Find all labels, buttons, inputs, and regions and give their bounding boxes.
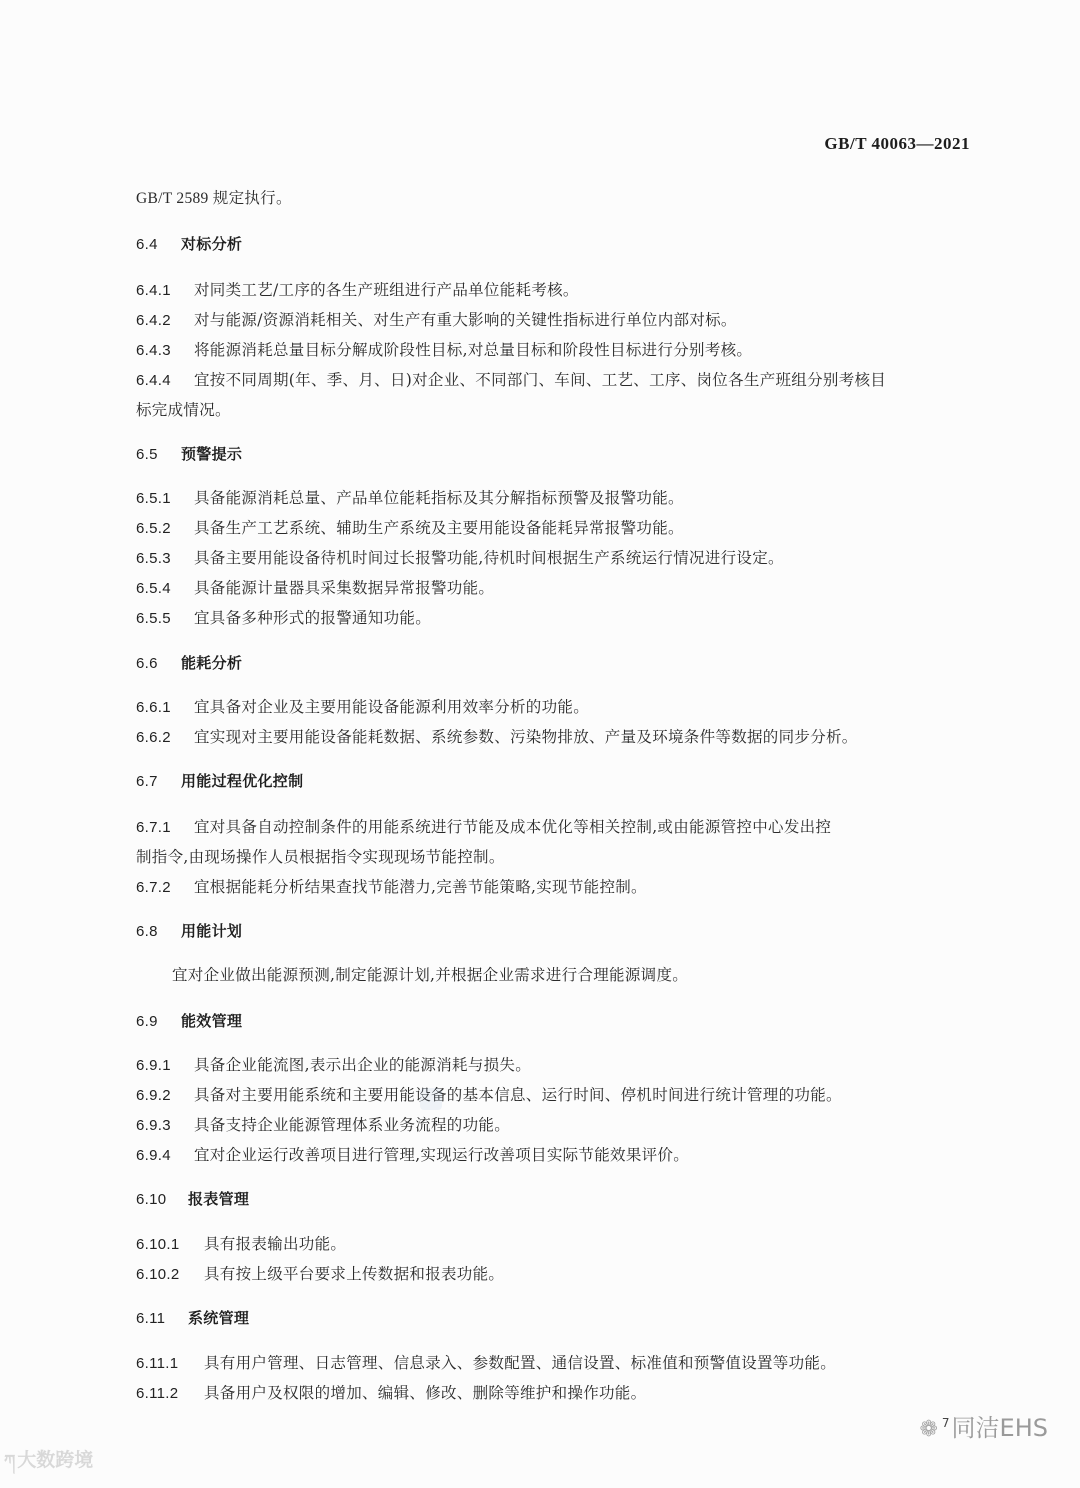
clause-number: 6.4.1 — [136, 282, 171, 299]
brand-logo-icon: ཀ — [4, 1451, 16, 1470]
clause-number: 6.6.1 — [136, 699, 171, 716]
clause-text: 具备能源消耗总量、产品单位能耗指标及其分解指标预警及报警功能。 — [194, 489, 684, 507]
clause-number: 6.4.4 — [136, 372, 171, 389]
section-heading — [136, 920, 242, 941]
clause-number: 6.5.1 — [136, 490, 171, 507]
footer-left-watermark — [4, 1443, 93, 1488]
clause-number: 6.4.2 — [136, 312, 171, 329]
clause-text: 具备企业能流图,表示出企业的能源消耗与损失。 — [194, 1056, 532, 1074]
clause-item — [136, 815, 831, 837]
clause-item — [136, 1351, 836, 1373]
clause-number: 6.11.1 — [136, 1355, 179, 1372]
clause-text: 具备主要用能设备待机时间过长报警功能,待机时间根据生产系统运行情况进行设定。 — [194, 549, 784, 567]
section-number: 6.5 — [136, 446, 158, 463]
clause-text: 对同类工艺/工序的各生产班组进行产品单位能耗考核。 — [194, 281, 579, 299]
clause-item — [136, 546, 784, 568]
section-title: 能耗分析 — [181, 654, 243, 672]
footer-right-watermark — [919, 1408, 1048, 1443]
clause-text: 宜具备多种形式的报警通知功能。 — [194, 609, 432, 627]
clause-item — [136, 1113, 510, 1135]
clause-item — [136, 606, 431, 628]
paragraph-text: 宜对企业做出能源预测,制定能源计划,并根据企业需求进行合理能源调度。 — [172, 966, 689, 984]
section-number: 6.6 — [136, 655, 158, 672]
clause-number: 6.9.1 — [136, 1057, 171, 1074]
clause-number: 6.5.5 — [136, 610, 171, 627]
standard-code: GB/T 40063—2021 — [824, 134, 970, 153]
page-number: 7 — [941, 1416, 950, 1430]
section-heading — [136, 770, 303, 791]
clause-text: 具备支持企业能源管理体系业务流程的功能。 — [194, 1116, 511, 1134]
footer-right-brand: 同洁EHS — [951, 1414, 1048, 1442]
clause-item — [136, 695, 589, 717]
section-heading — [136, 1188, 249, 1209]
clause-number: 6.7.1 — [136, 819, 171, 836]
section-number: 6.8 — [136, 923, 158, 940]
clause-item — [136, 308, 737, 330]
clause-text: 对与能源/资源消耗相关、对生产有重大影响的关键性指标进行单位内部对标。 — [194, 311, 737, 329]
wechat-icon: ❁ — [919, 1417, 938, 1442]
clause-item — [136, 338, 752, 360]
clause-item — [136, 1053, 531, 1075]
paragraph-text: GB/T 2589 规定执行。 — [136, 190, 292, 207]
clause-text: 宜对具备自动控制条件的用能系统进行节能及成本优化等相关控制,或由能源管控中心发出控 — [194, 818, 832, 836]
section-title: 用能过程优化控制 — [181, 772, 304, 790]
clause-text: 具备用户及权限的增加、编辑、修改、删除等维护和操作功能。 — [204, 1384, 647, 1402]
clause-number: 6.9.4 — [136, 1147, 171, 1164]
clause-item — [136, 278, 579, 300]
clause-continuation: 制指令,由现场操作人员根据指令实现现场节能控制。 — [136, 848, 505, 866]
clause-text: 宜具备对企业及主要用能设备能源利用效率分析的功能。 — [194, 698, 590, 716]
clause-number: 6.5.2 — [136, 520, 171, 537]
clause-item — [136, 368, 886, 390]
clause-number: 6.9.3 — [136, 1117, 171, 1134]
clause-text: 具备生产工艺系统、辅助生产系统及主要用能设备能耗异常报警功能。 — [194, 519, 684, 537]
section-number: 6.11 — [136, 1310, 166, 1327]
watermark-mark — [420, 1088, 442, 1110]
clause-number: 6.9.2 — [136, 1087, 171, 1104]
section-number: 6.4 — [136, 236, 158, 253]
section-title: 能效管理 — [181, 1012, 243, 1030]
section-title: 报表管理 — [188, 1190, 250, 1208]
clause-item — [136, 1381, 646, 1403]
clause-text: 具有报表输出功能。 — [204, 1235, 347, 1253]
section-heading — [136, 1307, 249, 1328]
clause-number: 6.4.3 — [136, 342, 171, 359]
section-heading — [136, 233, 242, 254]
section-title: 预警提示 — [181, 445, 243, 463]
clause-number: 6.10.2 — [136, 1266, 180, 1283]
clause-text: 宜实现对主要用能设备能耗数据、系统参数、污染物排放、产量及环境条件等数据的同步分析。 — [194, 728, 858, 746]
clause-number: 6.10.1 — [136, 1236, 180, 1253]
clause-number: 6.11.2 — [136, 1385, 179, 1402]
clause-text: 宜对企业运行改善项目进行管理,实现运行改善项目实际节能效果评价。 — [194, 1146, 690, 1164]
clause-item — [136, 516, 684, 538]
footer-left-brand: 大数跨境 — [17, 1449, 94, 1471]
clause-text: 宜根据能耗分析结果查找节能潜力,完善节能策略,实现节能控制。 — [194, 878, 647, 896]
clause-item — [136, 1143, 689, 1165]
clause-item — [136, 1232, 346, 1254]
clause-text: 宜按不同周期(年、季、月、日)对企业、不同部门、车间、工艺、工序、岗位各生产班组分别考核目 — [194, 371, 887, 389]
section-title: 系统管理 — [188, 1309, 250, 1327]
clause-item — [136, 1262, 504, 1284]
clause-text: 具有用户管理、日志管理、信息录入、参数配置、通信设置、标准值和预警值设置等功能。 — [204, 1354, 837, 1372]
section-number: 6.9 — [136, 1013, 158, 1030]
section-heading — [136, 1010, 242, 1031]
clause-number: 6.6.2 — [136, 729, 171, 746]
section-heading — [136, 652, 242, 673]
clause-continuation: 标完成情况。 — [136, 401, 231, 419]
clause-text: 将能源消耗总量目标分解成阶段性目标,对总量目标和阶段性目标进行分别考核。 — [194, 341, 753, 359]
section-number: 6.10 — [136, 1191, 167, 1208]
clause-text: 具备能源计量器具采集数据异常报警功能。 — [194, 579, 495, 597]
clause-item — [136, 576, 494, 598]
section-number: 6.7 — [136, 773, 158, 790]
clause-number: 6.5.4 — [136, 580, 171, 597]
clause-text: 具有按上级平台要求上传数据和报表功能。 — [204, 1265, 505, 1283]
section-title: 用能计划 — [181, 922, 243, 940]
clause-item — [136, 1083, 842, 1105]
clause-number: 6.7.2 — [136, 879, 171, 896]
clause-item — [136, 725, 858, 747]
clause-number: 6.5.3 — [136, 550, 171, 567]
section-heading — [136, 443, 242, 464]
clause-text: 具备对主要用能系统和主要用能设备的基本信息、运行时间、停机时间进行统计管理的功能。 — [194, 1086, 842, 1104]
clause-item — [136, 875, 647, 897]
section-title: 对标分析 — [181, 235, 243, 253]
clause-item — [136, 486, 684, 508]
